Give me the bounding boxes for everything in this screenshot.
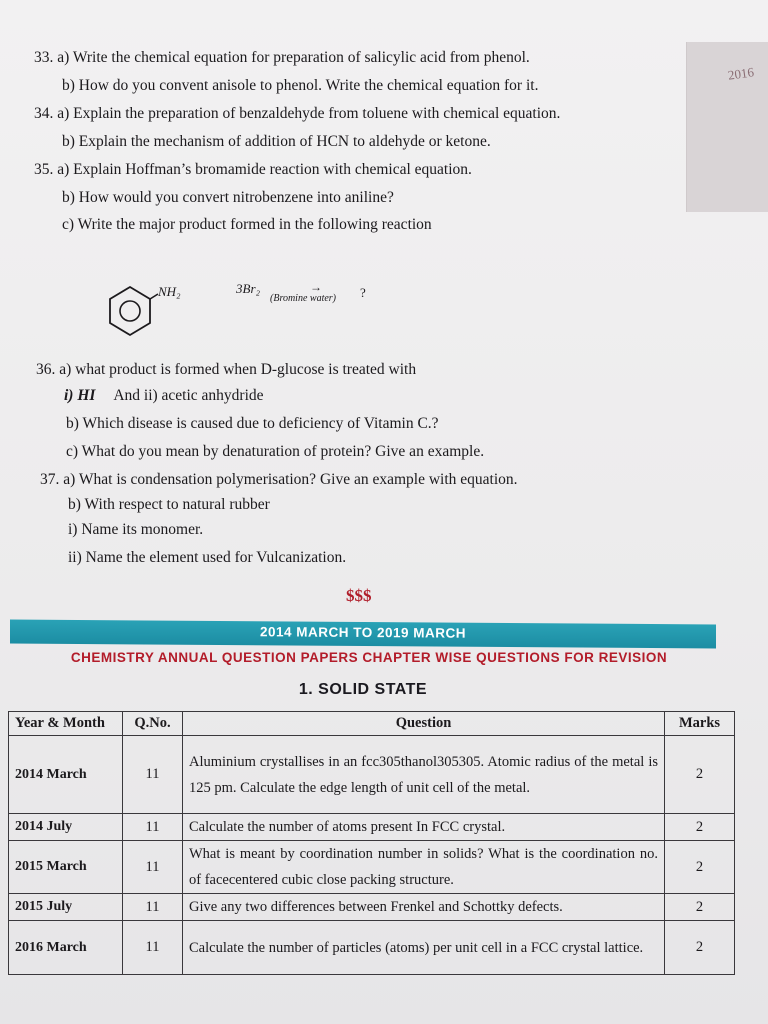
cell-year: 2014 July xyxy=(9,814,123,841)
cell-year: 2014 March xyxy=(9,736,123,814)
question-number: 36. xyxy=(36,361,56,378)
cell-question: Aluminium crystallises in an fcc305thanol305305. Atomic radius of the metal is 125 pm. Calculate the edge length of unit cell of the metal. xyxy=(183,736,665,814)
question-number: 37. xyxy=(40,471,60,488)
question-text: a) Explain Hoffman’s bromamide reaction with chemical equation. xyxy=(57,161,472,178)
header-year: Year & Month xyxy=(9,712,123,736)
reaction-product: ? xyxy=(360,285,366,300)
cell-year: 2015 March xyxy=(9,841,123,894)
table-header-row xyxy=(9,712,735,736)
question-number: 33. xyxy=(34,49,54,66)
cell-marks: 2 xyxy=(665,736,735,814)
cell-question: Calculate the number of atoms present In FCC crystal. xyxy=(183,814,665,841)
question-37a xyxy=(40,470,518,490)
question-35c: c) Write the major product formed in the following reaction xyxy=(62,216,432,233)
cell-year: 2015 July xyxy=(9,894,123,921)
side-tab-text: 2016 xyxy=(727,64,755,83)
question-34b: b) Explain the mechanism of addition of HCN to aldehyde or ketone. xyxy=(62,133,491,150)
question-36c: c) What do you mean by denaturation of protein? Give an example. xyxy=(66,443,485,460)
cell-question: What is meant by coordination number in solids? What is the coordination no. of facecentered cubic close packing structure. xyxy=(183,841,665,894)
reagent-label: 3Br₂ xyxy=(236,281,261,296)
subheading: CHEMISTRY ANNUAL QUESTION PAPERS CHAPTER WISE QUESTIONS FOR REVISION xyxy=(70,650,668,665)
benzene-ring-icon xyxy=(100,280,160,340)
question-35b: b) How would you convert nitrobenzene into aniline? xyxy=(62,189,394,206)
cell-qno: 11 xyxy=(123,736,183,814)
side-tab xyxy=(686,42,768,212)
question-37b-i: i) Name its monomer. xyxy=(68,521,204,538)
question-34a xyxy=(34,104,560,124)
question-text: a) What is condensation polymerisation? Give an example with equation. xyxy=(63,471,518,488)
cell-marks: 2 xyxy=(665,894,735,921)
cell-question: Calculate the number of particles (atoms) per unit cell in a FCC crystal lattice. xyxy=(183,921,665,975)
cell-marks: 2 xyxy=(665,814,735,841)
cell-qno: 11 xyxy=(123,894,183,921)
cell-qno: 11 xyxy=(123,921,183,975)
table-row xyxy=(9,736,735,814)
question-36a-options xyxy=(64,386,264,406)
question-number: 35. xyxy=(34,161,54,178)
question-37b-ii: ii) Name the element used for Vulcanization. xyxy=(68,549,347,566)
header-question: Question xyxy=(183,712,665,736)
cell-marks: 2 xyxy=(665,921,735,975)
questions-table xyxy=(8,711,735,975)
section-separator: $$$ xyxy=(346,586,372,605)
header-banner xyxy=(10,620,716,649)
substituent-label: NH₂ xyxy=(158,284,181,299)
question-36a xyxy=(36,360,416,380)
question-37b: b) With respect to natural rubber xyxy=(68,496,270,513)
question-33b: b) How do you convent anisole to phenol. Write the chemical equation for it. xyxy=(62,77,539,94)
chapter-title: 1. SOLID STATE xyxy=(298,681,428,698)
header-qno: Q.No. xyxy=(123,712,183,736)
question-number: 34. xyxy=(34,105,54,122)
table-row xyxy=(9,894,735,921)
banner-title: 2014 MARCH TO 2019 MARCH xyxy=(259,624,467,641)
table-row xyxy=(9,814,735,841)
question-33a xyxy=(34,48,530,68)
cell-question: Give any two differences between Frenkel and Schottky defects. xyxy=(183,894,665,921)
cell-marks: 2 xyxy=(665,841,735,894)
option-i: i) HI xyxy=(64,387,96,404)
header-marks: Marks xyxy=(665,712,735,736)
reaction-scheme xyxy=(100,280,400,340)
cell-qno: 11 xyxy=(123,841,183,894)
table-row xyxy=(9,921,735,975)
table-row xyxy=(9,841,735,894)
cell-year: 2016 March xyxy=(9,921,123,975)
reaction-arrow: → xyxy=(310,280,322,294)
cell-qno: 11 xyxy=(123,814,183,841)
option-ii: And ii) acetic anhydride xyxy=(113,387,264,404)
question-36b: b) Which disease is caused due to deficiency of Vitamin C.? xyxy=(66,415,439,432)
question-text: a) what product is formed when D-glucose is treated with xyxy=(59,361,417,378)
reaction-condition: (Bromine water) xyxy=(270,293,337,304)
question-35a xyxy=(34,160,472,180)
question-text: a) Explain the preparation of benzaldehyde from toluene with chemical equation. xyxy=(57,105,561,122)
question-text: a) Write the chemical equation for preparation of salicylic acid from phenol. xyxy=(57,49,530,66)
